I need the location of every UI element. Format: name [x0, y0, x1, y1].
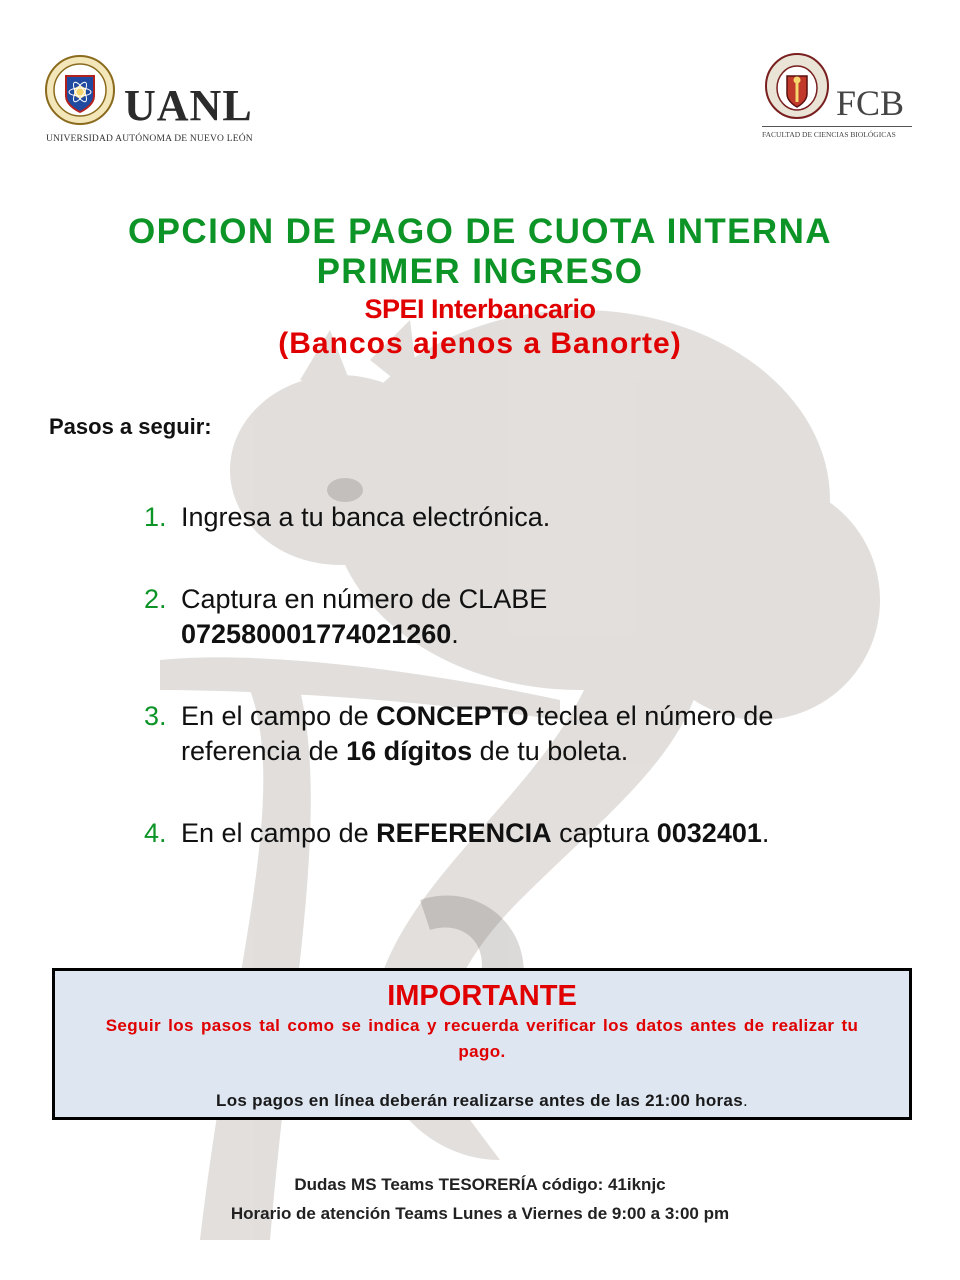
step-text: de tu boleta.	[479, 736, 629, 766]
footer-line-1: Dudas MS Teams TESORERÍA código: 41iknjc	[294, 1175, 666, 1194]
important-text: Seguir los pasos tal como se indica y recuerda verificar los datos antes de realizar tu pago.	[105, 1016, 859, 1061]
fcb-logo	[762, 52, 922, 144]
important-title: IMPORTANTE	[387, 980, 577, 1012]
step-text: referencia de	[181, 736, 339, 766]
step-end: .	[451, 619, 459, 649]
deadline-end: .	[742, 1091, 748, 1110]
fcb-shield-icon	[764, 52, 830, 122]
footer-line-2: Horario de atención Teams Lunes a Viernes de 9:00 a 3:00 pm	[230, 1204, 730, 1223]
deadline-text: Los pagos en línea deberán realizarse antes de las 21:00 horas	[216, 1091, 743, 1110]
important-notice-box	[52, 968, 912, 1120]
important-deadline-note	[55, 1091, 909, 1111]
footer-contact	[0, 1170, 960, 1228]
reference-number: 0032401	[656, 818, 762, 848]
fcb-divider	[762, 126, 912, 127]
step-text: Ingresa a tu banca electrónica.	[181, 502, 551, 532]
uanl-logo	[44, 54, 264, 146]
title-line-1: OPCION DE PAGO DE CUOTA INTERNA	[128, 212, 832, 251]
step-number: 4.	[144, 818, 167, 848]
step-4	[144, 816, 769, 851]
title-line-3: SPEI Interbancario	[364, 294, 596, 324]
step-text: En el campo de	[181, 701, 369, 731]
uanl-seal-icon	[44, 54, 116, 126]
title-block	[0, 212, 960, 362]
step-number: 2.	[144, 584, 167, 614]
uanl-subtitle: UNIVERSIDAD AUTÓNOMA DE NUEVO LEÓN	[46, 134, 253, 144]
referencia-keyword: REFERENCIA	[376, 818, 552, 848]
step-end: .	[761, 818, 770, 848]
step-text: captura	[559, 818, 650, 848]
step-1	[144, 500, 550, 535]
step-text: En el campo de	[181, 818, 369, 848]
step-2	[144, 582, 547, 652]
steps-heading: Pasos a seguir:	[49, 414, 212, 439]
title-line-2: PRIMER INGRESO	[316, 252, 644, 291]
fcb-name: FCB	[836, 83, 905, 123]
uanl-name: UANL	[124, 81, 253, 130]
title-line-4: (Bancos ajenos a Banorte)	[278, 327, 682, 360]
step-text: teclea el número de	[536, 701, 774, 731]
clabe-number: 072580001774021260	[181, 619, 452, 649]
step-3	[144, 699, 773, 769]
step-text: Captura en número de CLABE	[181, 584, 548, 614]
concepto-keyword: CONCEPTO	[376, 701, 529, 731]
step-number: 3.	[144, 701, 167, 731]
digits-count: 16 dígitos	[346, 736, 473, 766]
fcb-subtitle: FACULTAD DE CIENCIAS BIOLÓGICAS	[762, 130, 896, 139]
step-number: 1.	[144, 502, 167, 532]
